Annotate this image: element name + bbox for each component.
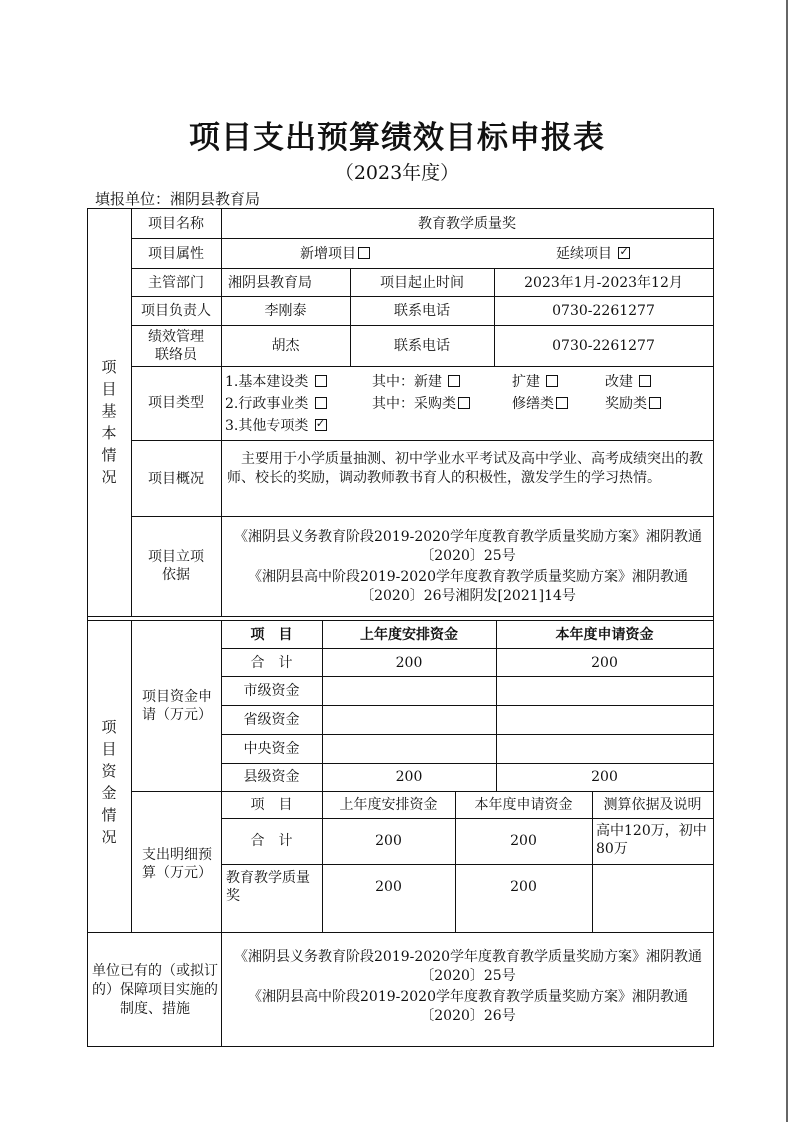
detail-label: 支出明细预算（万元） [142,847,212,881]
name-label: 项目名称 [148,216,204,232]
detail-total-last: 200 [375,833,402,849]
table-cell: 200 [591,655,618,671]
system-text-1: 《湘阴县义务教育阶段2019-2020学年度教育教学质量奖励方案》湘阴教通〔2020〕25号 [234,949,702,984]
detail-award-this: 200 [510,879,537,895]
leader-phone: 0730-2261277 [552,303,655,319]
table-cell: 200 [395,655,423,671]
detail-col-last: 上年度安排资金 [339,797,438,813]
detail-total-basis: 高中120万，初中80万 [596,823,707,857]
detail-total-this: 200 [510,833,537,849]
attr-new: 新增项目 [300,245,370,263]
apply-col-item: 项 目 [250,627,293,643]
table-cell: 200 [591,769,618,785]
section-funds-label: 项目资金情况 [101,718,117,846]
system-label: 单位已有的（或拟订的）保障项目实施的制度、措施 [92,963,218,1017]
dept-value: 湘阴县教育局 [228,275,312,291]
period-value: 2023年1月-2023年12月 [524,275,683,291]
section-basic-label: 项目基本情况 [101,358,117,486]
page-title: 项目支出预算绩效目标申报表 [189,120,605,156]
dept-label: 主管部门 [148,275,204,291]
contact-label: 绩效管理联络员 [148,329,204,363]
name-value: 教育教学质量奖 [418,216,516,232]
contact-phone: 0730-2261277 [552,338,655,354]
overview-text: 主要用于小学质量抽测、初中学业水平考试及高中学业、高考成绩突出的教师、校长的奖励，调动教师教书育人的积极性，激发学生的学习热情。 [227,451,703,486]
page-year: （2023年度） [334,162,460,184]
leader-phone-label: 联系电话 [394,303,450,319]
basis-text-1: 《湘阴县义务教育阶段2019-2020学年度教育教学质量奖励方案》湘阴教通〔2020〕25号 [234,529,702,564]
apply-label: 项目资金申请（万元） [142,689,212,723]
detail-col-item: 项 目 [250,797,293,813]
contact-phone-label: 联系电话 [394,338,450,354]
filing-unit: 填报单位：湘阴县教育局 [95,190,261,208]
contact-value: 胡杰 [271,338,300,354]
overview-label: 项目概况 [148,471,204,487]
system-text-2: 《湘阴县高中阶段2019-2020学年度教育教学质量奖励方案》湘阴教通〔2020〕26号 [248,989,688,1024]
checkbox-continue [618,247,630,259]
basis-label: 项目立项依据 [148,549,204,583]
apply-col-last: 上年度安排资金 [360,627,458,643]
leader-value: 李刚泰 [264,303,307,319]
attr-continue: 延续项目 ✓ [556,245,630,263]
period-label: 项目起止时间 [380,275,464,291]
detail-col-this: 本年度申请资金 [474,797,573,813]
detail-total-label: 合 计 [250,833,293,849]
detail-award-last: 200 [375,879,402,895]
table-row: 市级资金 [243,683,300,699]
apply-col-this: 本年度申请资金 [555,627,654,643]
leader-label: 项目负责人 [141,303,211,319]
table-row: 县级资金 [243,769,300,785]
table-row: 省级资金 [243,712,300,728]
checkbox-new [358,247,370,259]
detail-col-basis: 测算依据及说明 [603,797,702,813]
basis-text-2: 《湘阴县高中阶段2019-2020学年度教育教学质量奖励方案》湘阴教通〔2020〕26号湘阴发[2021]14号 [248,569,688,604]
detail-award-label: 教育教学质量奖 [226,870,310,904]
table-cell: 200 [395,769,423,785]
type-label: 项目类型 [148,395,204,411]
table-row: 合 计 [250,655,293,671]
table-row: 中央资金 [243,741,300,757]
attr-label: 项目属性 [148,246,204,262]
